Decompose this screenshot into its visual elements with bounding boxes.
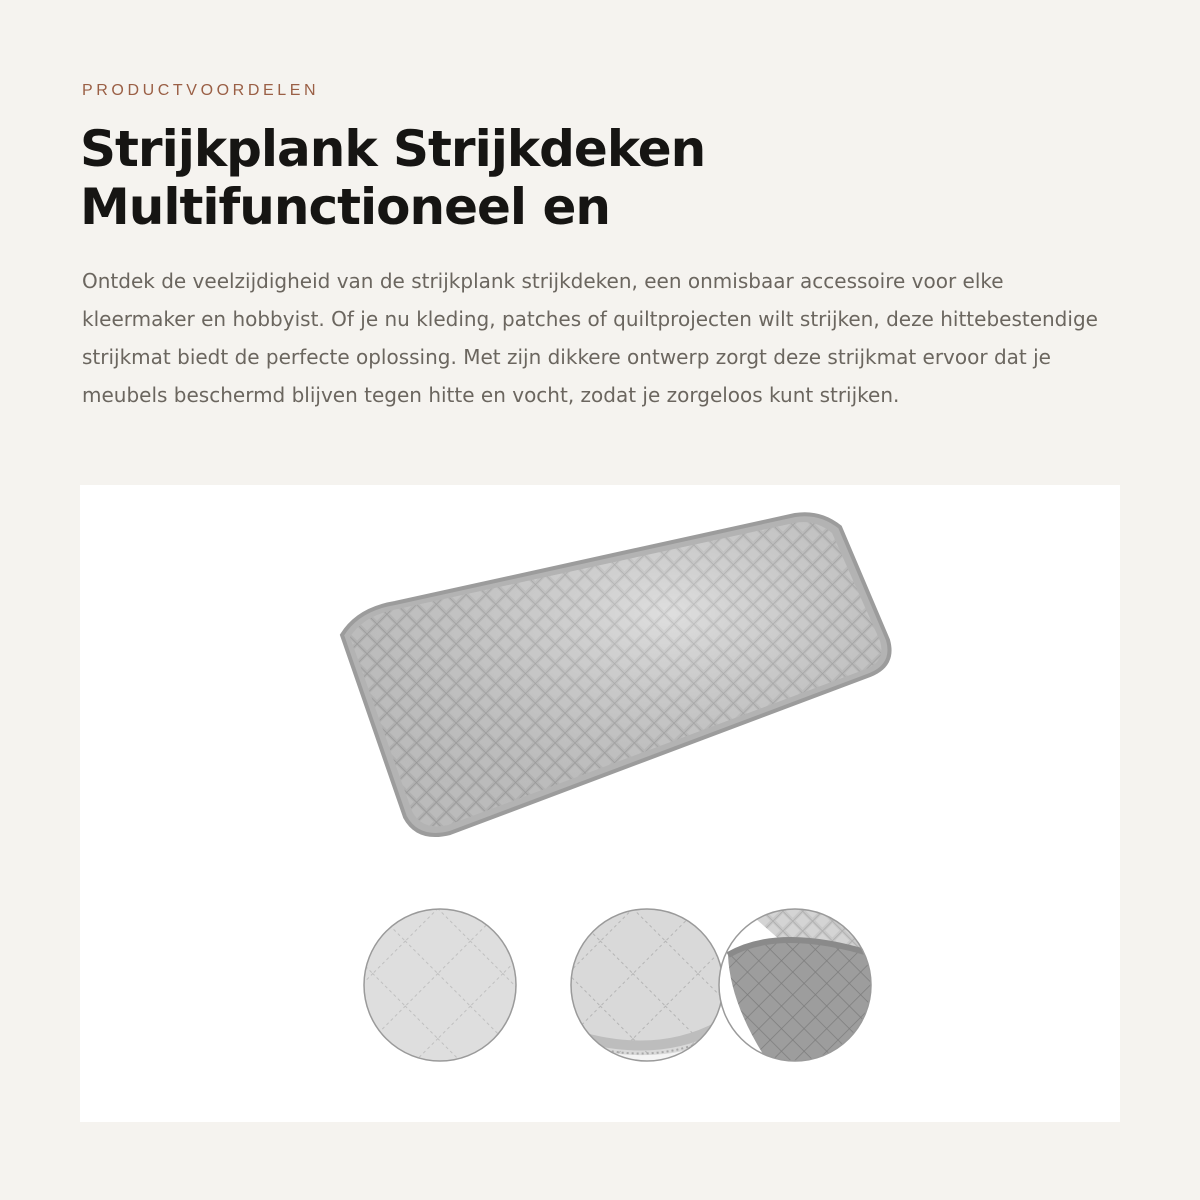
eyebrow-label: PRODUCTVOORDELEN xyxy=(82,82,320,99)
detail-circle-quilted-surface xyxy=(360,905,520,1065)
detail-circle-edge-binding xyxy=(568,905,728,1065)
detail-circle-folded-corner xyxy=(715,905,875,1065)
product-description: Ontdek de veelzijdigheid van de strijkplank strijkdeken, een onmisbaar accessoire voor elke kleermaker en hobbyist. Of je nu kleding, patches of quiltprojecten wilt strijken, deze hittebestendige strijkmat biedt de perfecte oplossing. Met zijn dikkere ontwerp zorgt deze strijkmat ervoor dat je meubels beschermd blijven tegen hitte en vocht, zodat je zorgeloos kunt strijken. xyxy=(82,269,1098,407)
ironing-mat xyxy=(342,514,890,835)
page-title xyxy=(80,120,1120,236)
product-image-card xyxy=(80,485,1120,1122)
title-line-2: Multifunctioneel en xyxy=(80,178,610,236)
title-line-1: Strijkplank Strijkdeken xyxy=(80,120,706,178)
product-image xyxy=(80,485,1120,1122)
